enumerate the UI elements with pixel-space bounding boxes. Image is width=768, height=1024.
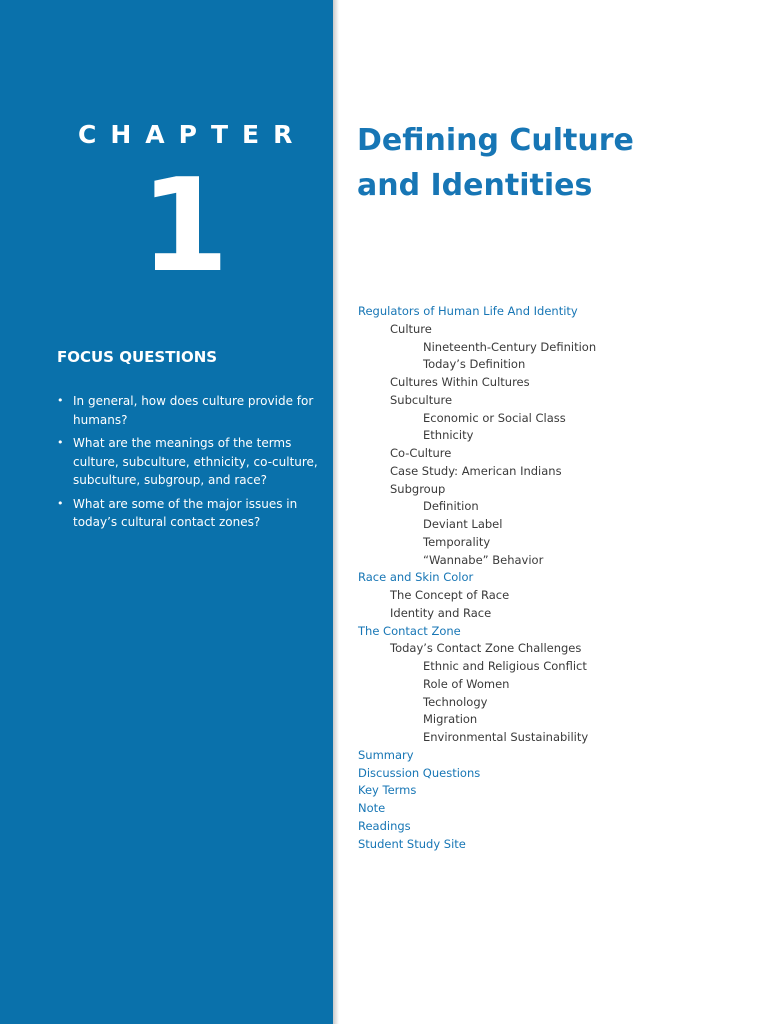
bullet-icon: • bbox=[57, 436, 64, 449]
outline-section: Summary bbox=[358, 747, 414, 762]
outline-section: Readings bbox=[358, 818, 411, 833]
chapter-number: 1 bbox=[140, 152, 230, 301]
outline-subsection: Cultures Within Cultures bbox=[390, 375, 530, 389]
outline-subtopic: Definition bbox=[423, 499, 479, 514]
outline-subtopic: Temporality bbox=[423, 534, 491, 549]
chapter-label: CHAPTER bbox=[78, 120, 307, 149]
outline-subsection: Subculture bbox=[390, 392, 453, 407]
outline-section: Student Study Site bbox=[358, 836, 466, 851]
outline-subsection: Subgroup bbox=[390, 481, 446, 496]
outline-subtopic: Deviant Label bbox=[423, 517, 503, 531]
outline-subtopic: “Wannabe” Behavior bbox=[423, 552, 544, 567]
outline-subsection: Identity and Race bbox=[390, 605, 492, 620]
focus-questions-heading: FOCUS QUESTIONS bbox=[57, 348, 218, 366]
chapter-title-line-1: Defining Culture bbox=[357, 123, 634, 158]
outline-section: Regulators of Human Life And Identity bbox=[358, 304, 578, 318]
outline-subsection: Today’s Contact Zone Challenges bbox=[390, 641, 582, 656]
outline-section: Key Terms bbox=[358, 783, 417, 798]
outline-section: Note bbox=[358, 801, 386, 815]
focus-question bbox=[57, 495, 327, 532]
outline-subtopic: Technology bbox=[423, 694, 488, 709]
chapter-title bbox=[357, 118, 757, 208]
outline-subtopic: Ethnicity bbox=[423, 428, 474, 443]
outline-section: Race and Skin Color bbox=[358, 570, 474, 585]
focus-question bbox=[57, 434, 327, 490]
outline-subtopic: Ethnic and Religious Conflict bbox=[423, 659, 587, 673]
outline-subsection: Culture bbox=[390, 321, 432, 336]
focus-questions-list bbox=[57, 392, 327, 537]
outline-section: The Contact Zone bbox=[358, 623, 461, 638]
chapter-title-line-2: and Identities bbox=[357, 168, 593, 203]
outline-subtopic: Migration bbox=[423, 712, 478, 727]
focus-question-text: What are the meanings of the terms culture, subculture, ethnicity, co-culture, subculture, subgroup, and race? bbox=[73, 436, 318, 487]
outline-subsection: Co-Culture bbox=[390, 446, 452, 460]
bullet-icon: • bbox=[57, 496, 64, 510]
outline-subtopic: Nineteenth-Century Definition bbox=[423, 339, 597, 354]
bullet-icon: • bbox=[57, 394, 64, 407]
focus-question-text: In general, how does culture provide for humans? bbox=[73, 394, 314, 427]
outline-subtopic: Environmental Sustainability bbox=[423, 730, 589, 744]
outline-section: Discussion Questions bbox=[358, 765, 481, 780]
outline-subtopic: Today’s Definition bbox=[423, 357, 526, 372]
outline-subsection: Case Study: American Indians bbox=[390, 463, 562, 478]
chapter-outline bbox=[358, 303, 758, 853]
panel-edge-shadow bbox=[333, 0, 339, 1024]
outline-subtopic: Economic or Social Class bbox=[423, 410, 566, 425]
chapter-side-panel bbox=[0, 0, 333, 1024]
focus-question bbox=[57, 392, 327, 429]
focus-question-text: What are some of the major issues in today’s cultural contact zones? bbox=[73, 496, 298, 529]
outline-subtopic: Role of Women bbox=[423, 676, 510, 691]
outline-subsection: The Concept of Race bbox=[390, 588, 510, 602]
